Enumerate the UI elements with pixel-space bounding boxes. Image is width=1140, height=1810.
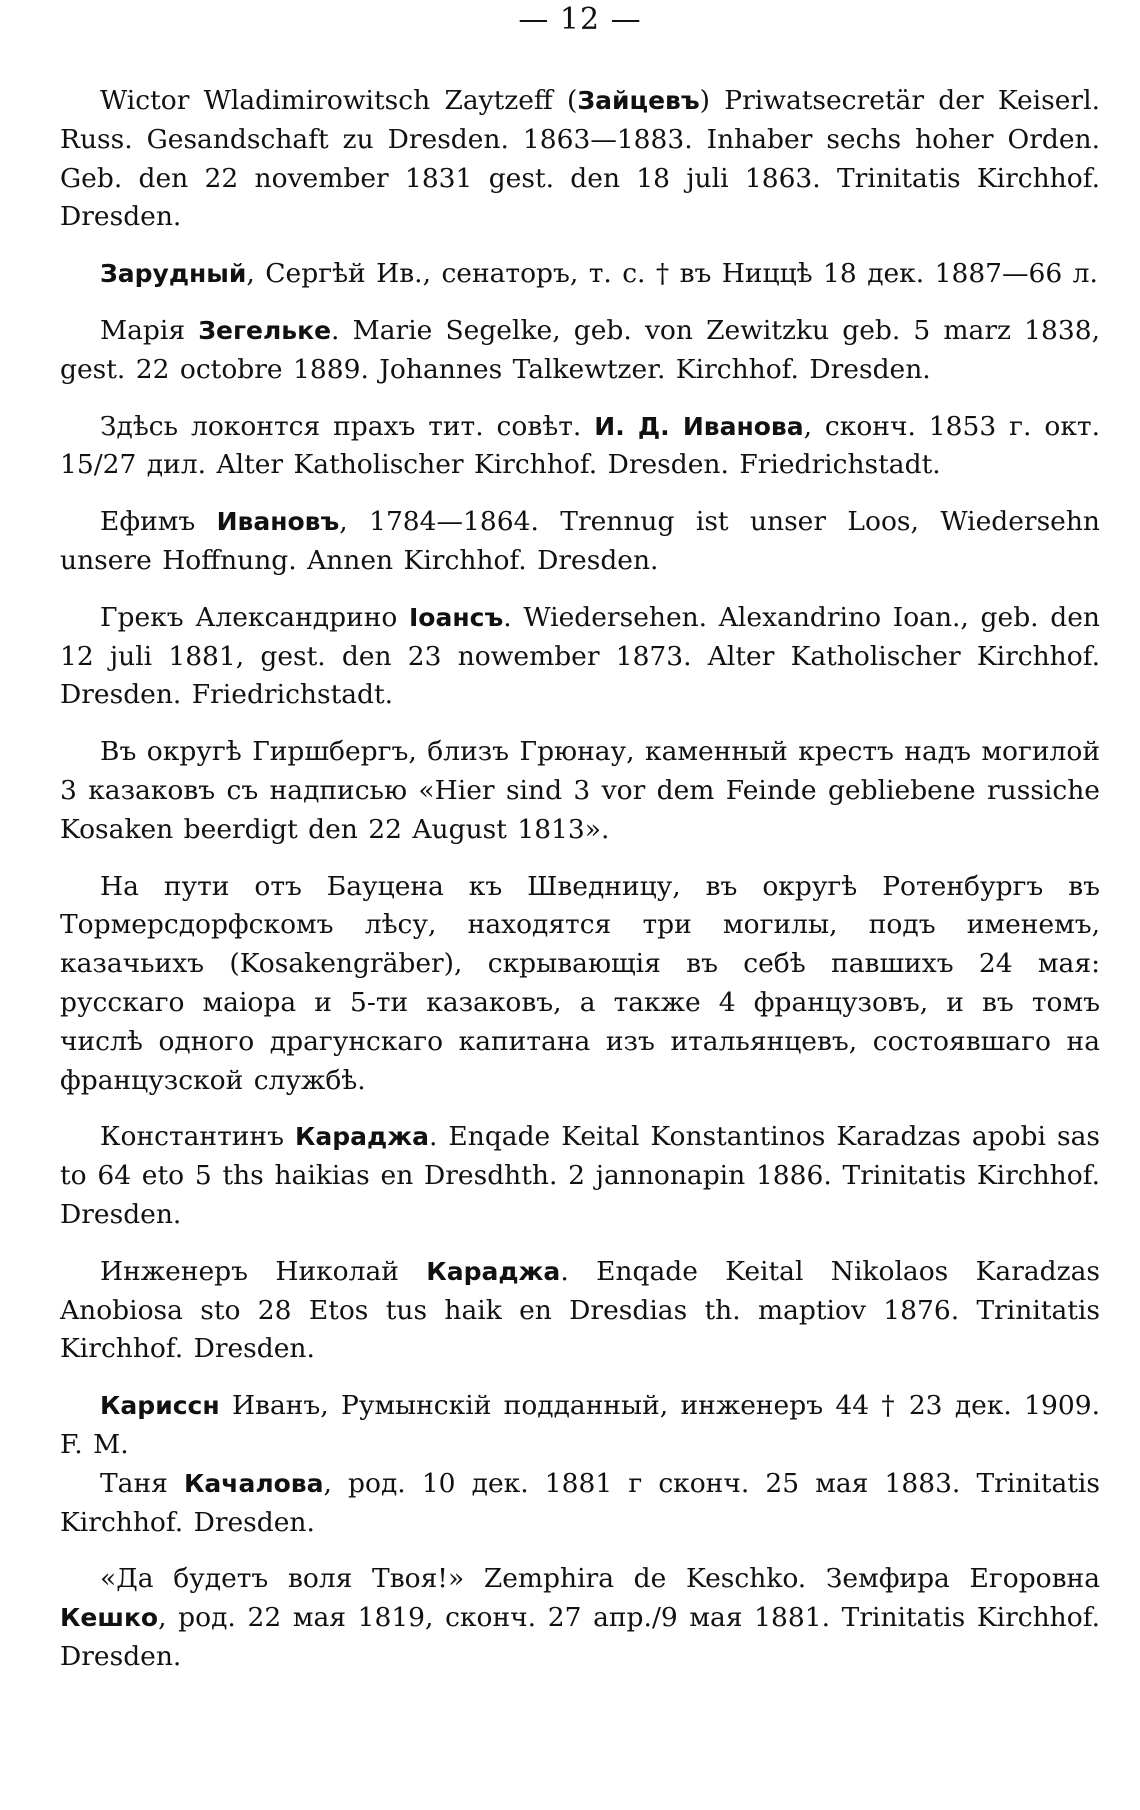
entry-paragraph bbox=[60, 1560, 1100, 1676]
entry-name: И. Д. Иванова bbox=[594, 411, 804, 441]
entry-name: Ивановъ bbox=[216, 507, 340, 537]
entry-paragraph bbox=[60, 255, 1100, 294]
entry-paragraph bbox=[60, 1387, 1100, 1465]
entry-paragraph bbox=[60, 599, 1100, 715]
entry-name: Качалова bbox=[183, 1468, 324, 1498]
entry-paragraph bbox=[60, 408, 1100, 486]
entry-text: Въ округѣ Гиршбергъ, близъ Грюнау, каменный крестъ надъ могилой 3 казаковъ съ надписью «Hier sind 3 vor dem Feinde gebliebene russiche Kosaken beerdigt den 22 August 1813». bbox=[60, 736, 1100, 845]
entry-text: Ефимъ bbox=[100, 506, 217, 538]
entry-paragraph bbox=[60, 1118, 1100, 1234]
entry-name: Караджа bbox=[426, 1256, 561, 1286]
entry-text: «Да будетъ воля Твоя!» Zemphira de Keschko. Земфира Егоровна bbox=[100, 1563, 1100, 1595]
entry-text: . Enqade Keital Konstantinos Karadzas apobi sas to 64 eto 5 ths haikias en Dresdhth. 2 jannonapin 1886. Trinitatis Kirchhof. Dresden. bbox=[60, 1121, 1100, 1230]
entry-text: На пути отъ Бауцена къ Шведницу, въ округѣ Ротенбургъ въ Тормерсдорфскомъ лѣсу, находятся три могилы, подъ именемъ, казачьихъ (Kosakengräber), скрывающія въ себѣ павшихъ 24 мая: русскаго маіора и 5-ти казаковъ, а также 4 французовъ, и въ томъ числѣ одного драгунскаго капитана изъ итальянцевъ, состоявшаго на французской службѣ. bbox=[60, 870, 1100, 1096]
entry-text: Иванъ, Румынскій подданный, инженеръ 44 † 23 дек. 1909. F. M. bbox=[60, 1390, 1100, 1460]
entry-text: Таня bbox=[100, 1467, 184, 1499]
entry-text: Грекъ Александрино bbox=[100, 601, 409, 633]
entry-text: Здѣсь локонтся прахъ тит. совѣт. bbox=[100, 410, 595, 442]
page-number: — 12 — bbox=[518, 2, 642, 37]
entry-name: Кариссн bbox=[100, 1391, 220, 1421]
entry-paragraph bbox=[60, 868, 1100, 1101]
entry-paragraph bbox=[60, 1465, 1100, 1543]
entry-text: Инженеръ Николай bbox=[100, 1255, 427, 1287]
entry-text: Константинъ bbox=[100, 1121, 295, 1153]
entry-text: . Enqade Keital Nikolaos Karadzas Anobiosa sto 28 Etos tus haik en Dresdias th. maptiov 1876. Trinitatis Kirchhof. Dresden. bbox=[60, 1255, 1101, 1365]
entry-text: , род. 10 дек. 1881 г сконч. 25 мая 1883. Trinitatis Kirchhof. Dresden. bbox=[60, 1467, 1101, 1538]
entry-text: , сконч. 1853 г. окт. 15/27 дил. Alter Katholischer Kirchhof. Dresden. Friedrichstadt. bbox=[60, 410, 1100, 481]
entry-paragraph bbox=[60, 82, 1100, 237]
entry-text: , род. 22 мая 1819, сконч. 27 апр./9 мая 1881. Trinitatis Kirchhof. Dresden. bbox=[60, 1602, 1100, 1672]
entry-text: ) Priwatsecretär der Keiserl. Russ. Gesandschaft zu Dresden. 1863—1883. Inhaber sechs hoher Orden. Geb. den 22 november 1831 gest. den 18 juli 1863. Trinitatis Kirchhof. Dresden. bbox=[60, 85, 1100, 233]
entry-text: Wictor Wladimirowitsch Zaytzeff ( bbox=[100, 85, 578, 116]
entry-paragraph bbox=[60, 503, 1100, 581]
entry-name: Іоансъ bbox=[409, 602, 504, 632]
entry-name: Кешко bbox=[60, 1603, 159, 1633]
entry-paragraph bbox=[60, 1253, 1100, 1369]
entry-text: , Сергѣй Ив., сенаторъ, т. с. † въ Ниццѣ 18 дек. 1887—66 л. bbox=[246, 258, 1098, 290]
entry-text: . Marie Segelke, geb. von Zewitzku geb. 5 marz 1838, gest. 22 octobre 1889. Johannes Talkewtzer. Kirchhof. Dresden. bbox=[60, 314, 1101, 385]
entry-text: . Wiedersehen. Alexandrino Ioan., geb. den 12 juli 1881, gest. den 23 nowember 1873. Alter Katholischer Kirchhof. Dresden. Friedrichstadt. bbox=[60, 601, 1100, 711]
entry-name: Зайцевъ bbox=[577, 86, 700, 115]
entry-name: Караджа bbox=[294, 1122, 429, 1152]
entry-paragraph bbox=[60, 733, 1100, 849]
entry-list bbox=[60, 82, 1100, 1695]
entry-name: Зарудный bbox=[100, 259, 247, 289]
entry-paragraph bbox=[60, 312, 1100, 390]
entry-text: , 1784—1864. Trennug ist unser Loos, Wiedersehn unsere Hoffnung. Annen Kirchhof. Dresden. bbox=[60, 506, 1100, 576]
entry-text: Марія bbox=[100, 314, 199, 346]
entry-name: Зегельке bbox=[198, 315, 332, 345]
